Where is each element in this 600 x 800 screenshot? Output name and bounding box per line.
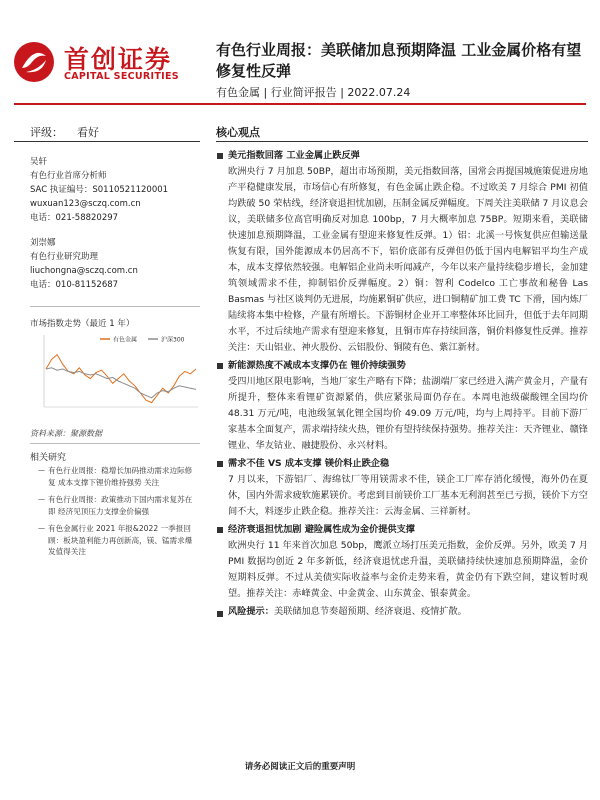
report-title: 有色行业周报：美联储加息预期降温 工业金属价格有望修复性反弹 [216, 41, 582, 80]
section-text: 7 月以来，下游铝厂、海绵钛厂等用镁需求不佳，镁企工厂库存消化缓慢，海外仍在夏休，国内外需求疲软施累镁价。考虑到目前镁价工厂基本无利润甚至已亏损，镁价下方空间不大，料逐步止跌企稳。推荐关注：云海金属、三祥新材。 [228, 474, 588, 517]
left-divider [14, 141, 200, 142]
related-item[interactable]: — 有色行业周报：政策推动下国内需求复苏在即 经济见顶压力支撑金价偏强 [38, 494, 198, 517]
analyst-block-1 [30, 155, 200, 225]
section-risk [216, 604, 588, 620]
chart-source: 资料来源：聚源数据 [30, 429, 102, 438]
rating-value: 看好 [77, 126, 99, 139]
section-heading: 新能源热度不减成本支撑仍在 锂价持续强势 [216, 358, 588, 374]
logo-text-cn: 首创证券 [64, 45, 173, 74]
left-separator [30, 443, 200, 444]
analyst-email[interactable]: liuchongna@sczq.com.cn [30, 266, 138, 276]
core-view-body [216, 148, 588, 622]
analyst-phone: 电话：010-81152687 [30, 280, 119, 290]
section-heading: 风险提示： [216, 606, 274, 617]
analyst-name: 刘崇娜 [30, 238, 56, 248]
section-text: 受四川地区限电影响，当地厂家生产略有下降；盐湖端厂家已经进入满产黄金月，产量有所提升，整体来看锂矿资源紧俏，供应紧张局面仍存在。本周电池级碳酸锂全国均价 48.31 万元/吨，电池级氢氧化锂全国均价 49.09 万元/吨，均与上周持平。目前下游厂家基本全面复产，需求端持续火热，锂价有望持续保持强势。推荐关注：天齐锂业、赣锋锂业、华友钴业、融捷股份、永兴材料。 [228, 376, 588, 451]
core-view-label: 核心观点 [216, 126, 260, 139]
analyst-role: 有色行业研究助理 [30, 252, 99, 262]
company-logo [12, 38, 202, 88]
section-heading: 经济衰退担忧加剧 避险属性成为金价提供支撑 [216, 522, 588, 538]
chart-title: 市场指数走势（最近 1 年） [30, 319, 135, 329]
logo-mark-icon [12, 40, 56, 84]
related-item[interactable]: — 有色行业周报：稳增长加码推动需求边际修复 成本支撑下锂价维持强势 关注 [38, 465, 198, 488]
section-lithium [216, 358, 588, 454]
rating [30, 124, 99, 140]
section-heading: 需求不佳 VS 成本支撑 镁价料止跌企稳 [216, 456, 588, 472]
analyst-name: 吴轩 [30, 157, 48, 167]
section-gold [216, 522, 588, 602]
rating-label: 评级： [30, 126, 63, 139]
analyst-email[interactable]: wuxuan123@sczq.com.cn [30, 199, 141, 209]
section-heading: 美元指数回落 工业金属止跌反弹 [216, 148, 588, 164]
logo-text-en: CAPITAL SECURITIES [64, 71, 179, 82]
section-text: 欧洲央行 11 年来首次加息 50bp，鹰派立场打压美元指数，金价反弹。另外，欧美 7 月 PMI 数据均创近 2 年多新低，经济衰退忧虑升温，美联储持续快速加息预期降温，金价短期料反弹。不过从美债实际收益率与金价走势来看，黄金仍有下跌空间，建议暂时观望。推荐关注：赤峰黄金、中金黄金、山东黄金、银泰黄金。 [228, 540, 588, 599]
analyst-block-2 [30, 236, 200, 292]
footer-disclaimer: 请务必阅读正文后的重要声明 [244, 762, 356, 772]
header-divider [14, 103, 586, 105]
related-item[interactable]: — 有色金属行业 2021 年报&2022 一季报回顾：板块盈利能力再创新高，镁、锰需求爆发值得关注 [38, 523, 198, 558]
section-aluminum-copper [216, 148, 588, 356]
risk-text: 美联储加息节奏超预期、经济衰退、疫情扩散。 [273, 606, 467, 617]
section-text: 欧洲央行 7 月加息 50BP，超出市场预期，美元指数回落，国常会再提国城施策促进房地产平稳健康发展，市场信心有所修复，有色金属止跌企稳。不过欧美 7 月综合 PMI 初值均跌破 50 荣枯线，经济衰退担忧加剧，压制金属反弹幅度。下周关注美联储 7 月议息会议，美联储多位高官明确反对加息 100bp，7 月大概率加息 75BP。短期来看，美联储快速加息预期降温，工业金属有望迎来修复性反弹。1）铝：北溪一号恢复供应但输送量恢复有限，国外能源成本仍居高不下，铝价底部有反弹但仍低于国内电解铝平均生产成本，成本支撑依然较强。电解铝企业尚未听闻减产，今年以来产量持续稳步增长，金加建筑领域需求不佳，抑制铝价反弹幅度。2）铜：智利 Codelco 工亡事故和秘鲁 Las Basmas 与社区谈判仍无进展，均施累铜矿供应，进口铜精矿加工费 TC 下滑，国内炼厂陆续将本集中检修，产量有所增长。下游铜材企业开工率整体环比回升，但低于去年同期水平，不过后续地产需求有望迎来修复，且铜市库存持续回落，铜价料修复性反弹。推荐关注：天山铝业、神火股份、云铝股份、铜陵有色、紫江新材。 [228, 166, 588, 353]
analyst-phone: 电话：021-58820297 [30, 213, 119, 223]
related-research-list [38, 465, 198, 564]
section-magnesium [216, 456, 588, 520]
left-separator [30, 306, 200, 307]
market-index-chart [30, 331, 202, 417]
analyst-cert: SAC 执证编号：S0110521120001 [30, 185, 169, 195]
legend-label: 有色金属 [113, 336, 138, 344]
legend-label: 沪深300 [161, 336, 185, 344]
analyst-role: 有色行业首席分析师 [30, 171, 107, 181]
right-divider [216, 141, 588, 142]
report-subhead: 有色金属 | 行业简评报告 | 2022.07.24 [216, 86, 411, 99]
related-research-title: 相关研究 [30, 453, 67, 463]
